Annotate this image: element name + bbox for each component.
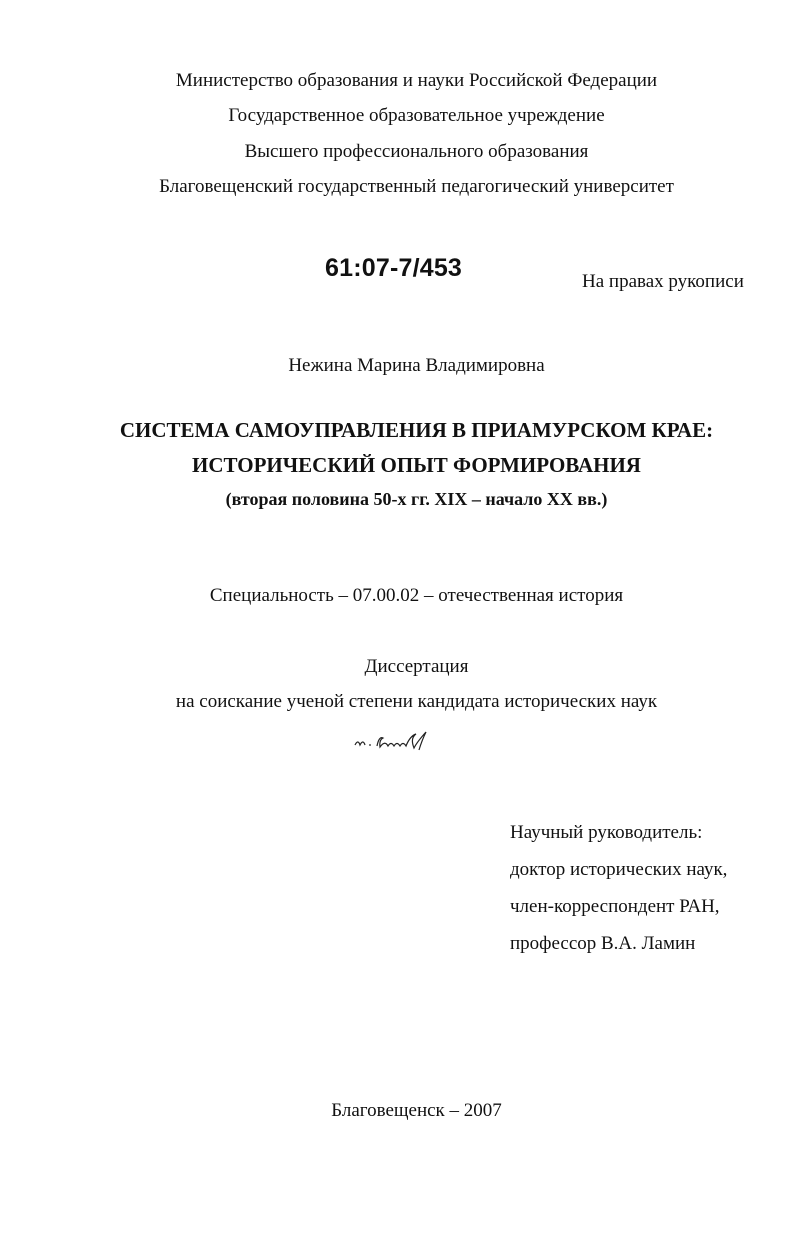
institution-type-line: Государственное образовательное учреждение xyxy=(228,105,605,126)
supervisor-name: профессор В.А. Ламин xyxy=(510,933,696,954)
education-level-line: Высшего профессионального образования xyxy=(244,141,589,162)
catalog-code: 61:07-7/453 xyxy=(325,254,463,282)
supervisor-degree: доктор исторических наук, xyxy=(510,859,728,880)
dissertation-label: Диссертация xyxy=(364,656,469,677)
city-year: Благовещенск – 2007 xyxy=(331,1100,502,1121)
thesis-title-line-1: СИСТЕМА САМОУПРАВЛЕНИЯ В ПРИАМУРСКОМ КРАЕ: xyxy=(119,418,714,442)
university-line: Благовещенский государственный педагогический университет xyxy=(159,176,674,197)
supervisor-block xyxy=(510,822,727,970)
supervisor-label: Научный руководитель: xyxy=(510,822,703,843)
supervisor-membership: член-корреспондент РАН, xyxy=(510,896,720,917)
degree-line: на соискание ученой степени кандидата исторических наук xyxy=(175,691,658,712)
author-name: Нежина Марина Владимировна xyxy=(288,355,545,376)
thesis-title-line-2: ИСТОРИЧЕСКИЙ ОПЫТ ФОРМИРОВАНИЯ xyxy=(192,453,641,477)
manuscript-rights-note: На правах рукописи xyxy=(582,271,744,292)
handwritten-signature xyxy=(352,728,444,752)
ministry-line: Министерство образования и науки Российской Федерации xyxy=(175,70,658,91)
thesis-subtitle: (вторая половина 50-х гг. XIX – начало XX вв.) xyxy=(225,489,608,509)
specialty-line: Специальность – 07.00.02 – отечественная история xyxy=(209,585,624,606)
